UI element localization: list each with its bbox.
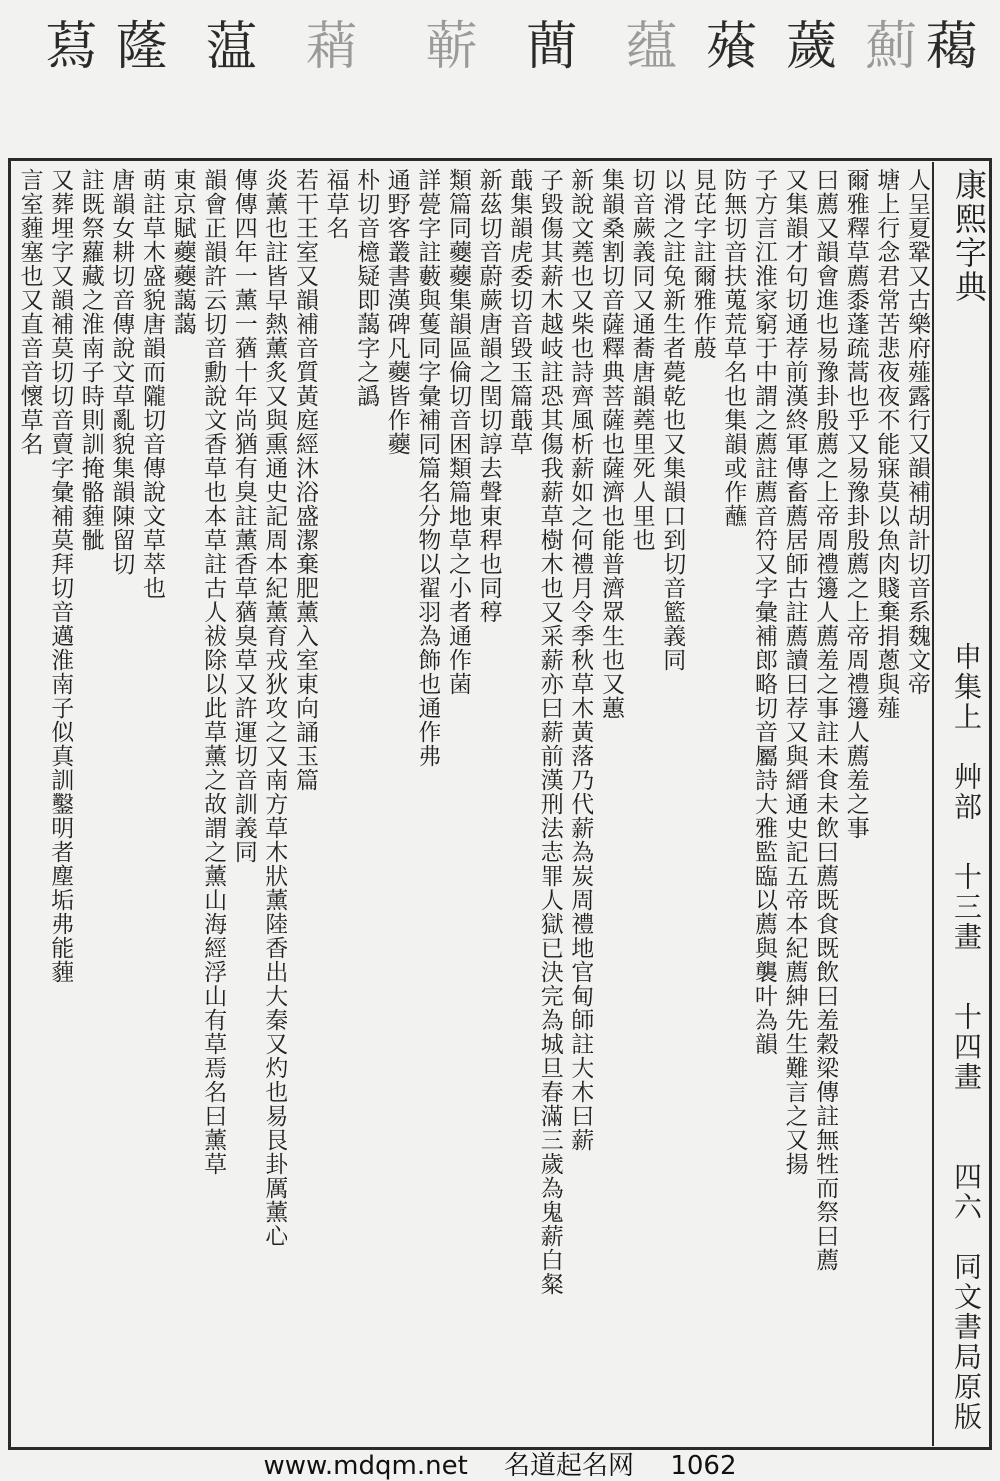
text-column: 傳傳四年一薰一蕕十年尚猶有臭註薰香草蕕臭草又許運切音訓義同 bbox=[230, 168, 257, 864]
text-column: 蕺集韻虎委切音毀玉篇蕺草 bbox=[506, 168, 533, 456]
text-column: 詳甍字註藪與蒦同字彙補同篇名分物以翟羽為飾也通作弗 bbox=[414, 168, 441, 768]
text-column: 唐韻女耕切音傳說文草亂貌集韻陳留切 bbox=[108, 168, 135, 576]
text-column: 若干王室又韻補音質黃庭經沐浴盛潔棄肥薰入室東向誦玉篇 bbox=[291, 168, 318, 792]
text-column: 切音蕨義同又通蕎唐韻蕘里死人里也 bbox=[628, 168, 655, 552]
seal-glyph: 蕴 bbox=[616, 18, 676, 70]
text-column: 註既祭蘿藏之淮南子時則訓掩骼薶骴 bbox=[77, 168, 104, 552]
book-title: 康熙字典 bbox=[950, 168, 988, 304]
footer-page: 1062 bbox=[670, 1451, 737, 1481]
text-column: 通野客叢書漢碑凡蘷皆作蘷 bbox=[383, 168, 410, 456]
text-column: 炎薰也註皆早熱薰炙又與熏通史記周本紀薰育戎狄攻之又南方草木狀薰陸香出大秦又灼也易艮卦厲薰心 bbox=[261, 168, 288, 1248]
text-column: 塘上行念君常苦悲夜夜不能寐莫以魚肉賤棄捐蔥與薤 bbox=[873, 168, 900, 720]
footer-label: 名道起名网 bbox=[504, 1451, 635, 1481]
seal-glyph: 蕱 bbox=[296, 18, 356, 70]
seal-script-header bbox=[0, 0, 1000, 160]
text-column: 朴切音檍疑即藹字之譌 bbox=[353, 168, 380, 408]
text-column: 子方言江淮家窮于中謂之薦註薦音符又字彙補郎略切音屬詩大雅監臨以薦與襲叶為韻 bbox=[750, 168, 777, 1056]
seal-glyph: 蕲 bbox=[416, 18, 476, 70]
publisher-label: 同文書局原版 bbox=[950, 1252, 983, 1432]
seal-glyph: 蕯 bbox=[106, 18, 166, 70]
text-column: 又葬埋字又韻補莫切切音賣字彙補莫拜切音邁淮南子似真訓鑿明者塵垢弗能薶 bbox=[47, 168, 74, 984]
text-column: 類篇同蘷蘷集韻區倫切音困類篇地草之小者通作菌 bbox=[444, 168, 471, 696]
text-column: 萌註草木盛貌唐韻而隴切音傳說文草萃也 bbox=[138, 168, 165, 600]
text-column: 子毀傷其薪木越岐註恐其傷我薪草樹木也又采薪亦曰薪前漢刑法志罪人獄已決完為城旦春滿三歲為鬼薪白粲 bbox=[536, 168, 563, 1296]
text-column: 人呈夏鞏又古樂府薤露行又韻補胡計切音系魏文帝 bbox=[903, 168, 930, 696]
section-label: 申集上 bbox=[950, 642, 983, 732]
stroke-count-a: 十三畫 bbox=[950, 862, 983, 952]
text-column: 又集韻才句切通荐前漢終軍傳畜薦居師古註薦讀曰荐又與縉通史記五帝本紀薦紳先生難言之又揚 bbox=[781, 168, 808, 1176]
page-number: 四六 bbox=[950, 1162, 983, 1222]
seal-glyph: 薉 bbox=[776, 18, 836, 70]
text-column: 集韻桑割切音薩釋典菩薩也薩濟也能普濟眾生也又蕙 bbox=[597, 168, 624, 720]
dictionary-body bbox=[12, 162, 930, 1446]
footer-watermark bbox=[0, 1452, 1000, 1480]
seal-glyph: 蕵 bbox=[696, 18, 756, 70]
seal-glyph: 薊 bbox=[856, 18, 916, 70]
text-column: 以滑之註兔新生者薨乾也又集韻口到切音籃義同 bbox=[659, 168, 686, 672]
text-column: 新說文蕘也又柴也詩齊風析薪如之何禮月令季秋草木黃落乃代薪為炭周禮地官甸師註大木曰薪 bbox=[567, 168, 594, 1152]
seal-glyph: 蕰 bbox=[196, 18, 256, 70]
right-margin-sidebar bbox=[932, 162, 992, 1446]
text-column: 韻會正韻許云切音勳說文香草也本草註古人祓除以此草薰之故謂之薰山海經浮山有草焉名曰薰草 bbox=[200, 168, 227, 1176]
text-column: 防無切音扶蒐荒草名也集韻或作蘸 bbox=[720, 168, 747, 528]
seal-glyph: 蕮 bbox=[36, 18, 96, 70]
text-column: 曰薦又韻會進也易豫卦殷薦之上帝周禮籩人薦羞之事註未食未飲曰薦既食既飲曰羞穀梁傳註無牲而祭曰薦 bbox=[812, 168, 839, 1272]
stroke-count-b: 十四畫 bbox=[950, 1002, 983, 1092]
radical-label: 艸部 bbox=[950, 762, 983, 822]
seal-glyph: 蕳 bbox=[516, 18, 576, 70]
text-column: 新茲切音蔚蕨唐韻之閏切諄去聲東稈也同稕 bbox=[475, 168, 502, 624]
footer-site[interactable]: www.mdqm.net bbox=[263, 1451, 468, 1481]
text-column: 爾雅釋草薦黍蓬疏蒿也乎又易豫卦殷薦之上帝周禮籩人薦羞之事 bbox=[842, 168, 869, 840]
text-column: 見芘字註爾雅作蒑 bbox=[689, 168, 716, 360]
seal-glyph: 藒 bbox=[916, 18, 976, 70]
text-column: 東京賦蘷蘷藹藹 bbox=[169, 168, 196, 336]
text-column: 言室薶塞也又直音音懷草名 bbox=[16, 168, 43, 456]
text-column: 福草名 bbox=[322, 168, 349, 240]
